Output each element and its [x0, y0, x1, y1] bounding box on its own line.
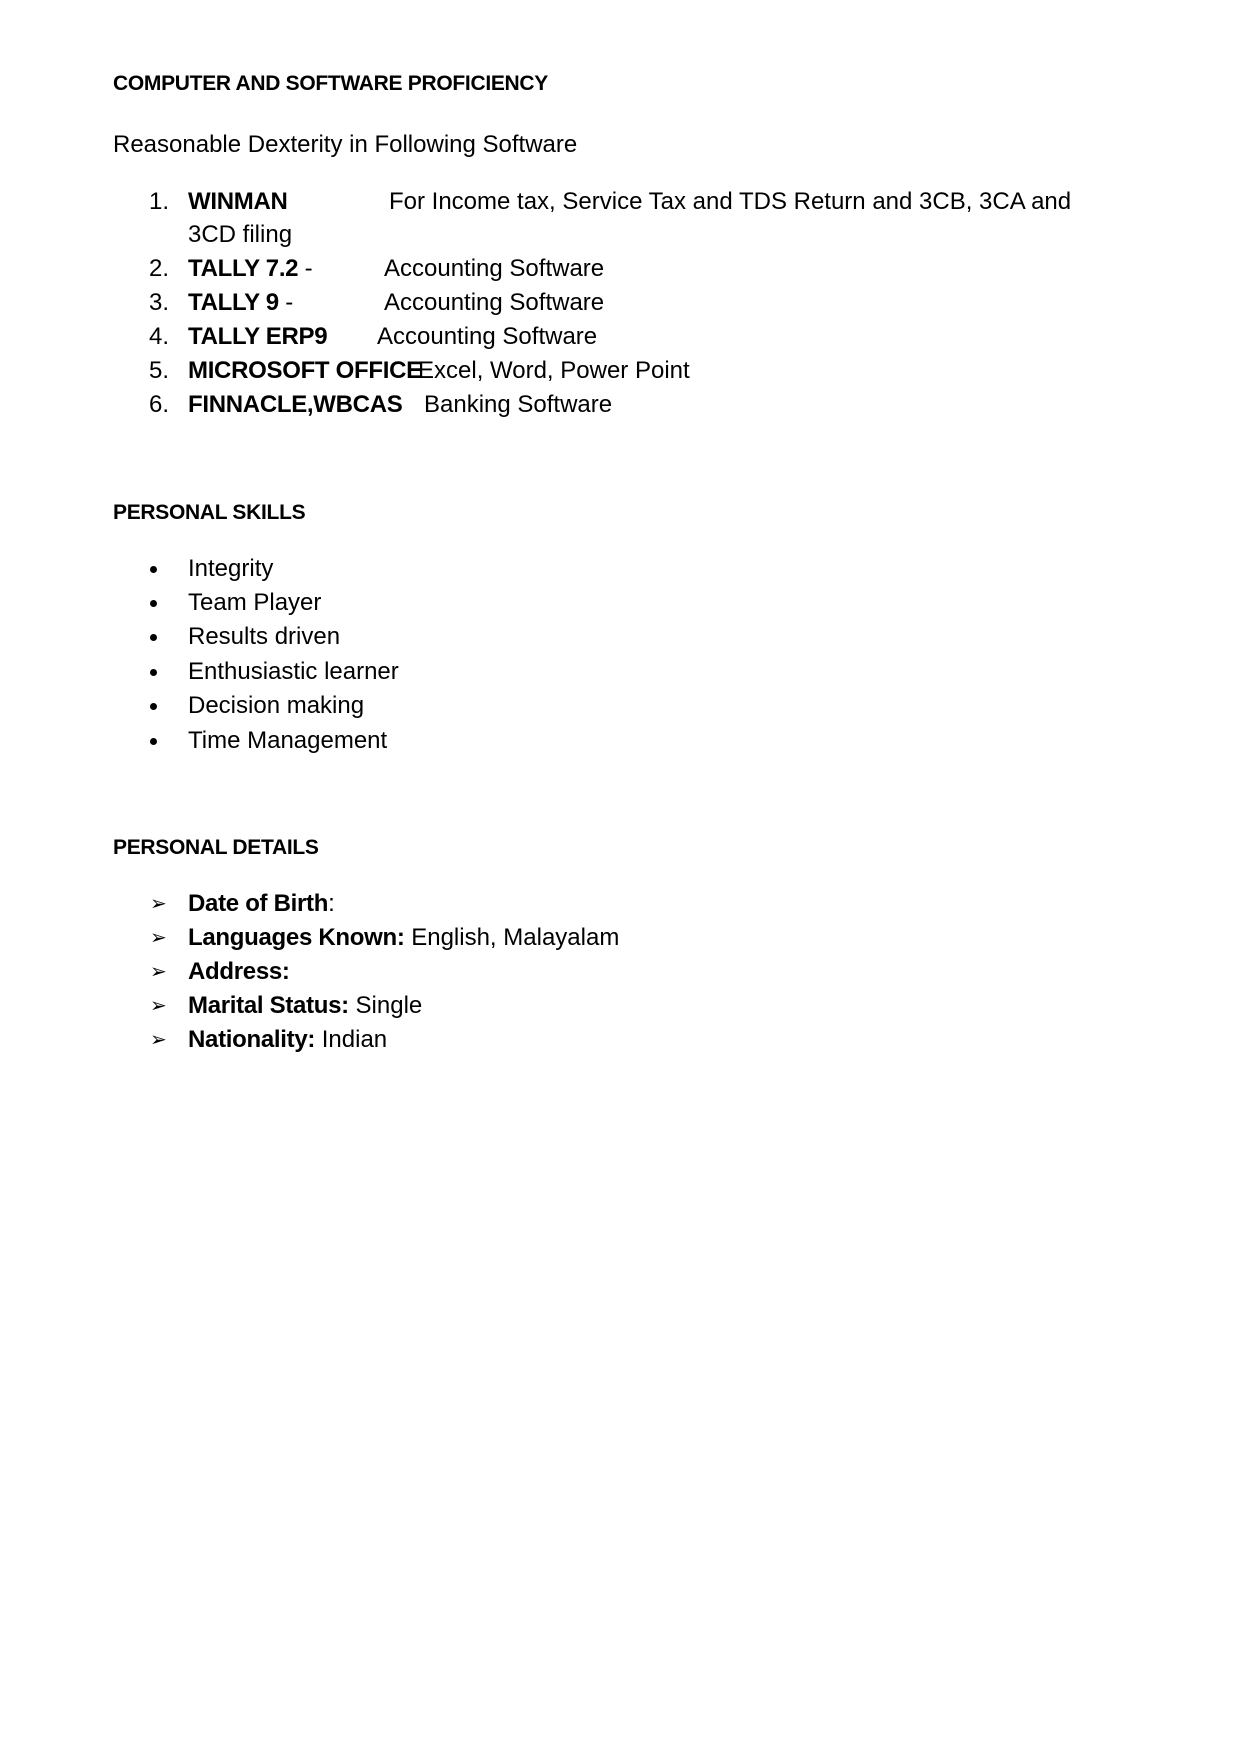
software-description-cont: 3CD filing: [188, 221, 293, 248]
arrow-bullet-icon: ➢: [150, 995, 167, 1017]
software-name: TALLY ERP9: [188, 323, 328, 350]
software-heading: COMPUTER AND SOFTWARE PROFICIENCY: [113, 72, 548, 95]
detail-text: Languages Known: English, Malayalam: [188, 924, 620, 951]
software-description: Accounting Software: [384, 289, 605, 316]
bullet-dot-icon: [150, 634, 157, 641]
bullet-dot-icon: [150, 703, 157, 710]
item-number: 4.: [149, 323, 170, 350]
software-intro: Reasonable Dexterity in Following Software: [113, 131, 578, 158]
software-description: For Income tax, Service Tax and TDS Return and 3CB, 3CA and: [389, 188, 1072, 215]
bullet-dot-icon: [150, 600, 157, 607]
software-description: Accounting Software: [377, 323, 598, 350]
detail-text: Address:: [188, 958, 290, 985]
arrow-bullet-icon: ➢: [150, 893, 167, 915]
software-description: Accounting Software: [384, 255, 605, 282]
software-description: Excel, Word, Power Point: [418, 357, 690, 384]
detail-text: Nationality: Indian: [188, 1026, 388, 1053]
arrow-bullet-icon: ➢: [150, 927, 167, 949]
arrow-bullet-icon: ➢: [150, 961, 167, 983]
item-number: 3.: [149, 289, 170, 316]
detail-text: Date of Birth:: [188, 890, 335, 917]
skill-label: Decision making: [188, 692, 365, 719]
details-heading: PERSONAL DETAILS: [113, 836, 319, 859]
item-number: 6.: [149, 391, 170, 418]
skill-label: Results driven: [188, 623, 341, 650]
bullet-dot-icon: [150, 566, 157, 573]
software-description: Banking Software: [424, 391, 613, 418]
detail-text: Marital Status: Single: [188, 992, 423, 1019]
software-name: TALLY 7.2 -: [188, 255, 313, 282]
item-number: 2.: [149, 255, 170, 282]
skill-label: Integrity: [188, 555, 274, 582]
item-number: 1.: [149, 188, 170, 215]
item-number: 5.: [149, 357, 170, 384]
software-name: MICROSOFT OFFICE: [188, 357, 422, 384]
software-name: TALLY 9 -: [188, 289, 293, 316]
skill-label: Enthusiastic learner: [188, 658, 399, 685]
software-name: WINMAN: [188, 188, 288, 215]
bullet-dot-icon: [150, 738, 157, 745]
skill-label: Team Player: [188, 589, 322, 616]
skills-heading: PERSONAL SKILLS: [113, 501, 306, 524]
skill-label: Time Management: [188, 727, 388, 754]
bullet-dot-icon: [150, 669, 157, 676]
software-name: FINNACLE,WBCAS: [188, 391, 403, 418]
arrow-bullet-icon: ➢: [150, 1029, 167, 1051]
